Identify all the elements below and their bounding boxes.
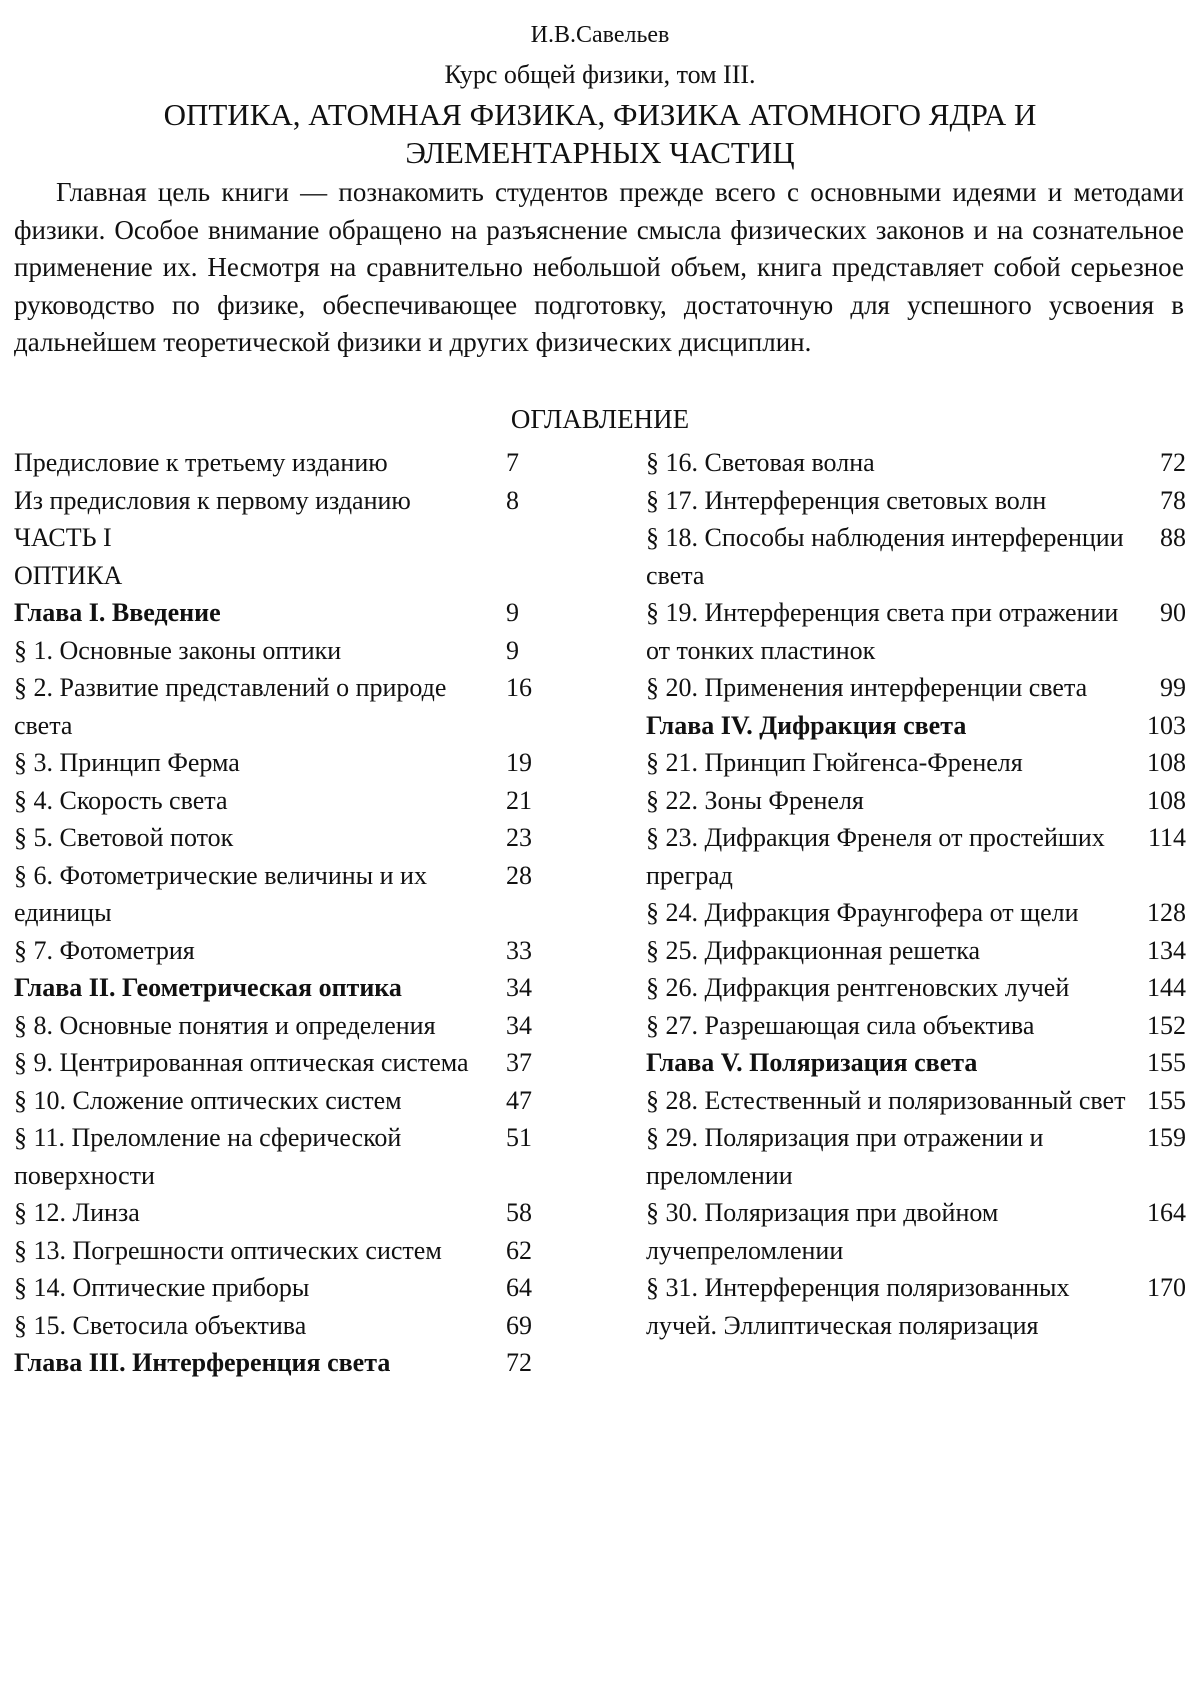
toc-entry <box>646 744 1191 782</box>
toc-entry-title: § 3. Принцип Ферма <box>14 748 240 777</box>
toc-entry <box>14 1232 594 1270</box>
toc-entry-title: § 2. Развитие представлений о природе света <box>14 673 447 740</box>
toc-entry-title: § 31. Интерференция поляризованных лучей. Эллиптическая поляризация <box>646 1273 1070 1340</box>
toc-entry-page: 144 <box>1147 973 1186 1002</box>
toc-entry <box>14 819 594 857</box>
toc-entry-title: § 26. Дифракция рентгеновских лучей <box>646 973 1070 1002</box>
toc-entry-page: 23 <box>506 823 532 852</box>
toc-entry <box>646 1194 1191 1269</box>
toc-entry-title: § 17. Интерференция световых волн <box>646 485 1047 515</box>
toc-entry-page <box>504 519 576 557</box>
toc-entry <box>646 482 1191 520</box>
toc-entry-title: § 16. Световая волна <box>646 448 875 477</box>
author-name: И.В.Савельев <box>530 22 670 48</box>
toc-left-column <box>14 444 594 1382</box>
toc-entry-title: Глава IV. Дифракция света <box>646 710 967 740</box>
toc-entry-title: § 4. Скорость света <box>14 785 228 815</box>
toc-entry-title: § 28. Естественный и поляризованный свет <box>646 1085 1126 1115</box>
toc-entry-page: 34 <box>506 973 532 1002</box>
toc-entry-title: § 25. Дифракционная решетка <box>646 935 981 965</box>
toc-entry-title: § 10. Сложение оптических систем <box>14 1085 402 1115</box>
toc-entry-page: 9 <box>506 635 519 665</box>
toc-entry-page: 159 <box>1147 1123 1186 1152</box>
toc-entry-page: 155 <box>1147 1085 1186 1115</box>
toc-entry-page: 8 <box>506 485 519 515</box>
toc-entry <box>14 1307 594 1345</box>
toc-entry-title: Глава II. Геометрическая оптика <box>14 973 402 1002</box>
toc-entry <box>14 1082 594 1120</box>
toc-entry <box>14 744 594 782</box>
toc-entry-title: Глава I. Введение <box>14 598 221 627</box>
toc-entry <box>646 1269 1191 1344</box>
toc-entry-page <box>504 557 576 595</box>
toc-heading: ОГЛАВЛЕНИЕ <box>510 404 690 434</box>
toc-entry-page: 9 <box>506 598 519 627</box>
toc-entry-page: 69 <box>506 1310 532 1340</box>
toc-entry-title: § 1. Основные законы оптики <box>14 635 342 665</box>
toc-entry-title: ЧАСТЬ I <box>14 523 112 552</box>
toc-entry-title: Предисловие к третьему изданию <box>14 448 388 477</box>
toc-entry-title: § 13. Погрешности оптических систем <box>14 1235 442 1265</box>
toc-entry <box>14 1007 594 1045</box>
toc-entry-page: 37 <box>506 1048 532 1077</box>
toc-entry-page: 33 <box>506 935 532 965</box>
toc-entry-title: § 29. Поляризация при отражении и преломлении <box>646 1123 1044 1190</box>
toc-entry-page: 64 <box>506 1273 532 1302</box>
toc-right-column <box>646 444 1191 1344</box>
toc-entry <box>14 444 594 482</box>
toc-entry-title: § 30. Поляризация при двойном лучепреломлении <box>646 1198 999 1265</box>
toc-entry-title: § 23. Дифракция Френеля от простейших преград <box>646 823 1105 890</box>
toc-entry-page: 108 <box>1147 785 1186 815</box>
toc-entry-title: § 14. Оптические приборы <box>14 1273 310 1302</box>
toc-entry <box>14 1344 594 1382</box>
toc-entry-page: 103 <box>1147 710 1186 740</box>
toc-entry <box>14 1044 594 1082</box>
toc-entry <box>14 594 594 632</box>
toc-entry-title: § 22. Зоны Френеля <box>646 785 864 815</box>
toc-entry-page: 128 <box>1147 898 1186 927</box>
toc-entry-page: 72 <box>506 1348 532 1377</box>
toc-entry <box>646 819 1191 894</box>
toc-entry-title: Глава V. Поляризация света <box>646 1048 978 1077</box>
toc-entry-page: 170 <box>1147 1273 1186 1302</box>
toc-entry <box>14 932 594 970</box>
toc-entry-title: Из предисловия к первому изданию <box>14 485 411 515</box>
toc-entry <box>646 707 1191 745</box>
toc-entry-page: 155 <box>1147 1048 1186 1077</box>
toc-entry-page: 7 <box>506 448 519 477</box>
toc-entry <box>646 1119 1191 1194</box>
toc-entry-title: § 27. Разрешающая сила объектива <box>646 1010 1035 1040</box>
toc-entry-page: 47 <box>506 1085 532 1115</box>
toc-entry-page: 51 <box>506 1123 532 1152</box>
toc-entry-page: 134 <box>1147 935 1186 965</box>
toc-entry-page: 78 <box>1160 485 1186 515</box>
toc-entry-page: 28 <box>506 860 532 890</box>
toc-entry-page: 164 <box>1147 1198 1186 1227</box>
toc-entry <box>14 857 594 932</box>
toc-entry <box>646 969 1191 1007</box>
toc-entry <box>646 669 1191 707</box>
toc-entry <box>646 444 1191 482</box>
toc-entry-page: 34 <box>506 1010 532 1040</box>
toc-entry <box>14 1119 594 1194</box>
toc-entry <box>646 1044 1191 1082</box>
toc-entry <box>14 482 594 520</box>
toc-entry-title: § 20. Применения интерференции света <box>646 673 1088 702</box>
toc-entry-page: 19 <box>506 748 532 777</box>
toc-entry-title: Глава III. Интерференция света <box>14 1348 391 1377</box>
toc-entry <box>646 782 1191 820</box>
toc-entry-page: 114 <box>1147 823 1186 852</box>
toc-entry <box>646 894 1191 932</box>
toc-entry-title: § 6. Фотометрические величины и их единицы <box>14 860 427 927</box>
toc-entry <box>14 557 594 595</box>
toc-entry-title: § 15. Светосила объектива <box>14 1310 307 1340</box>
toc-entry-page: 58 <box>506 1198 532 1227</box>
toc-entry <box>646 519 1191 594</box>
toc-entry-page: 16 <box>506 673 532 702</box>
toc-entry <box>14 632 594 670</box>
toc-entry-page: 72 <box>1160 448 1186 477</box>
toc-entry <box>646 594 1191 669</box>
toc-entry <box>14 1194 594 1232</box>
toc-entry-title: § 18. Способы наблюдения интерференции света <box>646 523 1124 590</box>
toc-entry <box>14 782 594 820</box>
toc-entry-title: § 12. Линза <box>14 1198 140 1227</box>
toc-entry-title: § 5. Световой поток <box>14 823 234 852</box>
toc-entry <box>646 1082 1191 1120</box>
toc-entry-page: 88 <box>1160 523 1186 552</box>
toc-entry-page: 108 <box>1147 748 1186 777</box>
book-title: ОПТИКА, АТОМНАЯ ФИЗИКА, ФИЗИКА АТОМНОГО ЯДРА И ЭЛЕМЕНТАРНЫХ ЧАСТИЦ <box>163 97 1037 170</box>
toc-entry-title: § 19. Интерференция света при отражении от тонких пластинок <box>646 598 1119 665</box>
toc-entry-title: ОПТИКА <box>14 560 123 590</box>
toc-entry <box>14 519 594 557</box>
toc-entry-title: § 11. Преломление на сферической поверхности <box>14 1123 402 1190</box>
course-title: Курс общей физики, том III. <box>444 60 756 89</box>
toc-entry-title: § 8. Основные понятия и определения <box>14 1010 436 1040</box>
toc-entry-page: 90 <box>1160 598 1186 627</box>
toc-entry-title: § 7. Фотометрия <box>14 935 195 965</box>
toc-entry-page: 152 <box>1147 1010 1186 1040</box>
toc-entry <box>646 932 1191 970</box>
toc-entry-page: 21 <box>506 785 532 815</box>
toc-entry-title: § 21. Принцип Гюйгенса-Френеля <box>646 748 1023 777</box>
toc-entry <box>14 669 594 744</box>
toc-entry-title: § 24. Дифракция Фраунгофера от щели <box>646 898 1079 927</box>
toc-entry-page: 62 <box>506 1235 532 1265</box>
toc-entry <box>14 969 594 1007</box>
toc-entry <box>646 1007 1191 1045</box>
toc-entry-page: 99 <box>1160 673 1186 702</box>
toc-entry <box>14 1269 594 1307</box>
annotation-paragraph: Главная цель книги — познакомить студентов прежде всего с основными идеями и методами физики. Особое внимание обращено на разъяснение смысла физических законов и на сознательное применение их. Несмотря на сравнительно небольшой объем, книга представляет собой серьезное руководство по физике, обеспечивающее подготовку, достаточную для успешного усвоения в дальнейшем теоретической физики и других физических дисциплин. <box>14 177 1184 357</box>
toc-entry-title: § 9. Центрированная оптическая система <box>14 1048 469 1077</box>
